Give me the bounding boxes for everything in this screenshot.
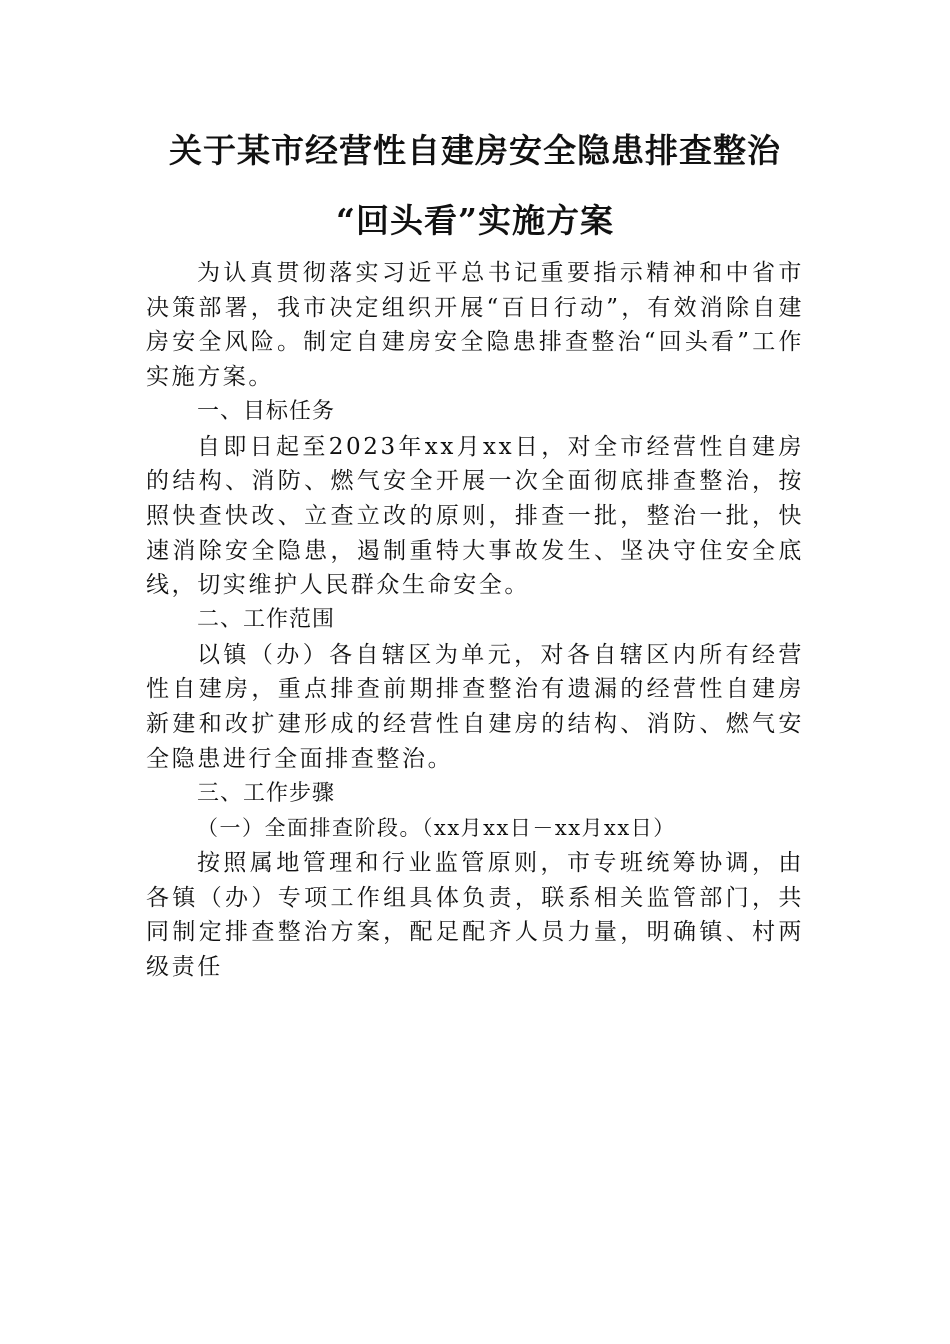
section-1-heading: 一、目标任务 xyxy=(197,398,336,424)
document-title-line-2: “回头看”实施方案 xyxy=(336,201,614,240)
section-2-heading: 二、工作范围 xyxy=(197,607,336,633)
section-2-paragraph: 以镇（办）各自辖区为单元，对各自辖区内所有经营性自建房，重点排查前期排查整治有遗漏的经营性自建房新建和改扩建形成的经营性自建房的结构、消防、燃气安全隐患进行全面排查整治。 xyxy=(146,641,804,772)
document-title-line-1: 关于某市经营性自建房安全隐患排查整治 xyxy=(169,131,781,170)
section-3-paragraph: 按照属地管理和行业监管原则，市专班统筹协调，由各镇（办）专项工作组具体负责，联系相关监管部门，共同制定排查整治方案，配足配齐人员力量，明确镇、村两级责任 xyxy=(146,849,804,981)
section-1-paragraph: 自即日起至2023年xx月xx日，对全市经营性自建房的结构、消防、燃气安全开展一次全面彻底排查整治，按照快查快改、立查立改的原则，排查一批，整治一批，快速消除安全隐患，遏制重特大事故发生、坚决守住安全底线，切实维护人民群众生命安全。 xyxy=(146,433,804,599)
section-3-heading: 三、工作步骤 xyxy=(197,780,336,806)
document-body xyxy=(146,256,804,985)
section-3-subheading-1: （一）全面排查阶段。（xx月xx日－xx月xx日） xyxy=(197,816,676,841)
intro-paragraph: 为认真贯彻落实习近平总书记重要指示精神和中省市决策部署，我市决定组织开展“百日行动”，有效消除自建房安全风险。制定自建房安全隐患排查整治“回头看”工作实施方案。 xyxy=(146,260,804,391)
